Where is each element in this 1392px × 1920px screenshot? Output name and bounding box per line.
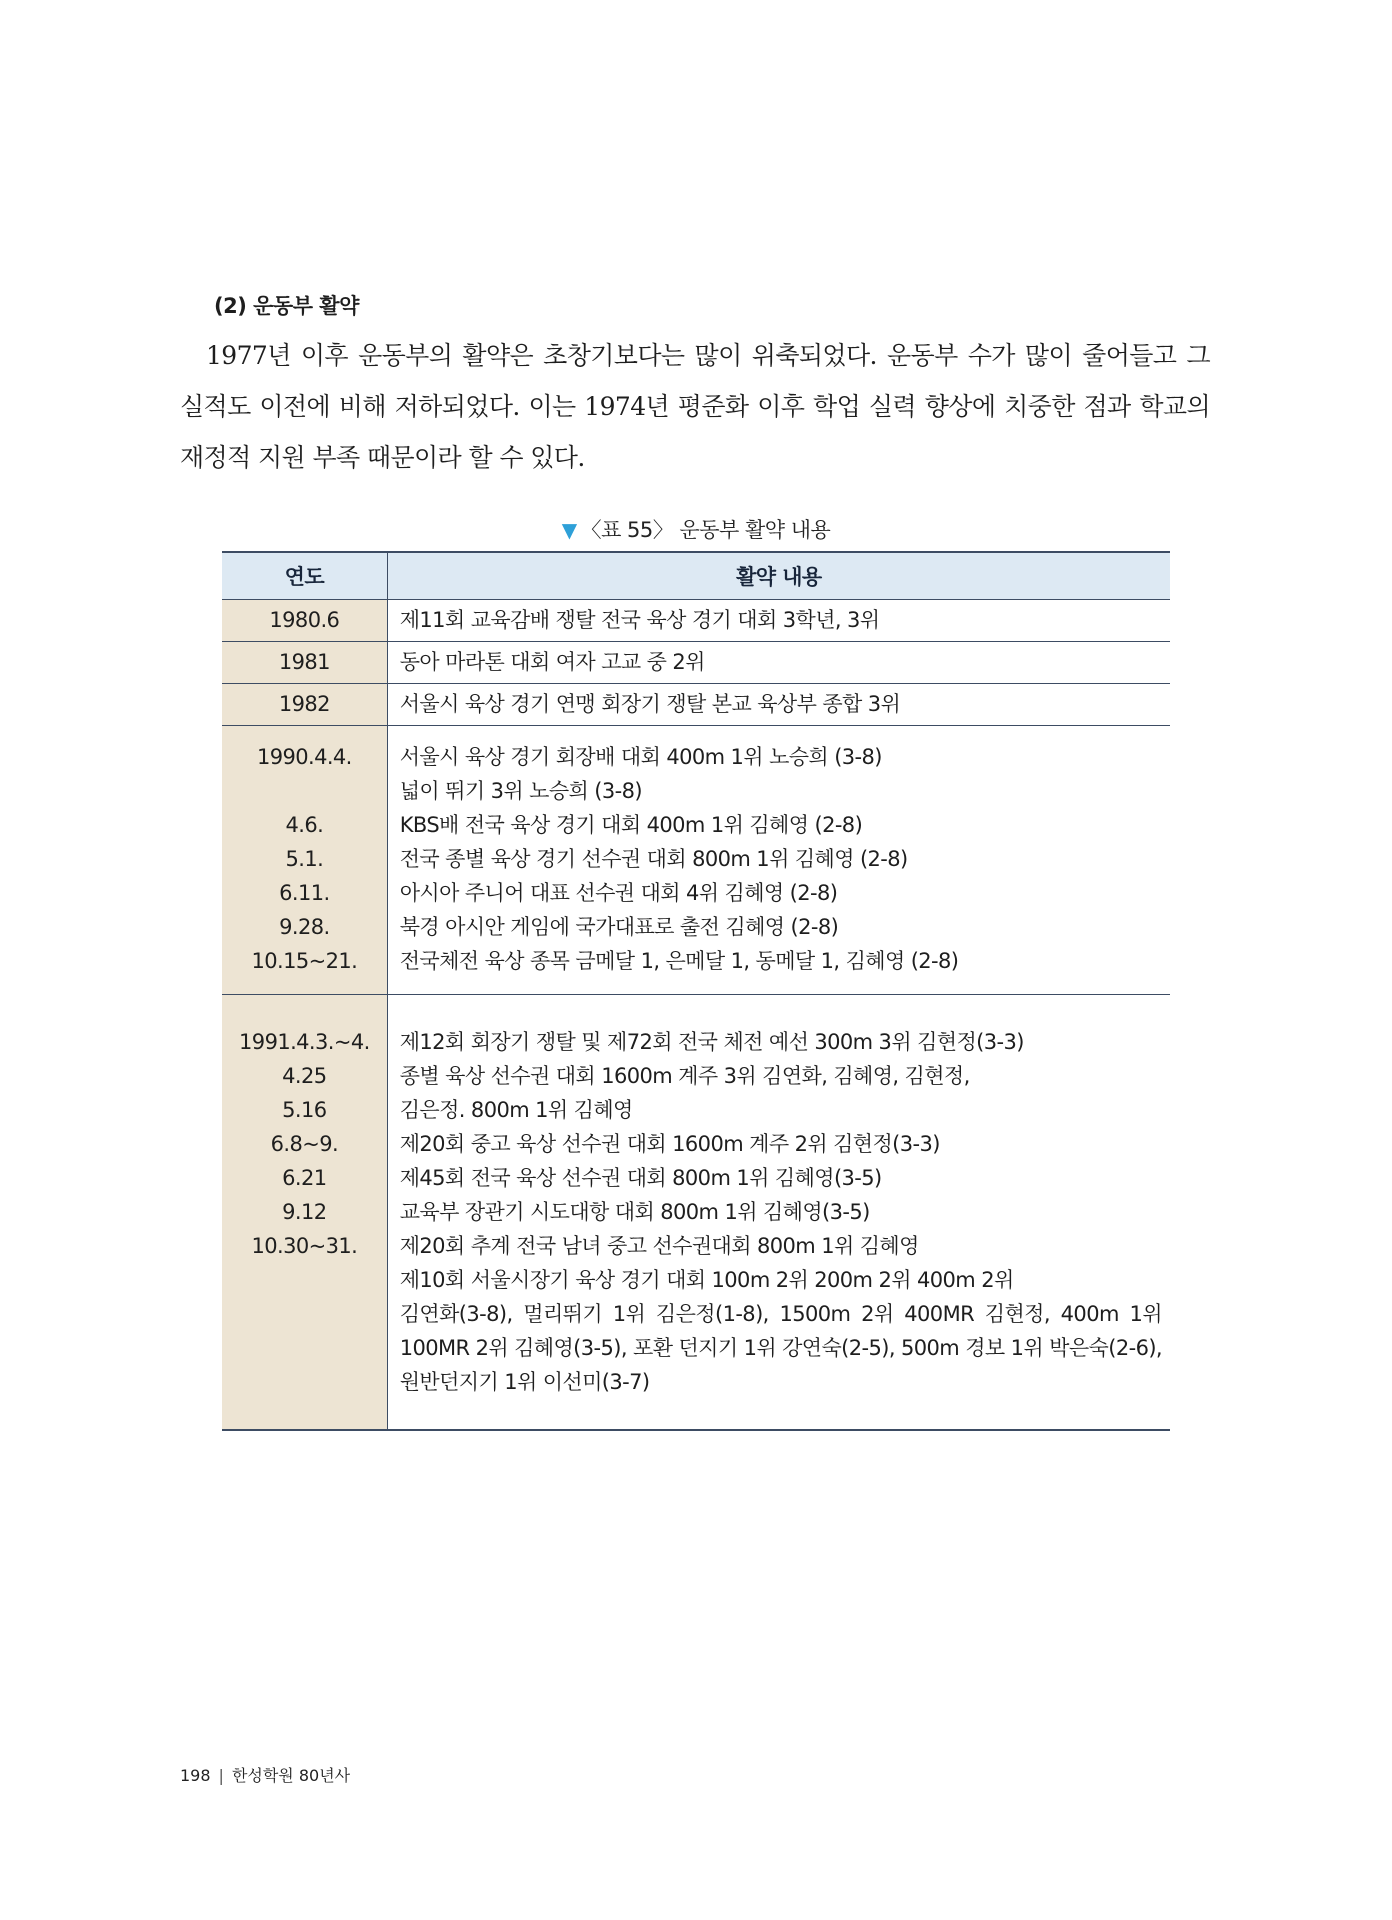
year-line: 1991.4.3.~4. bbox=[239, 1030, 370, 1054]
table-row bbox=[222, 642, 1170, 684]
paragraph-text: 1977년 이후 운동부의 활약은 초창기보다는 많이 위축되었다. 운동부 수가 많이 줄어들고 그 실적도 이전에 비해 저하되었다. 이는 1974년 평준화 이후 학업 실력 향상에 치중한 점과 학교의 재정적 지원 부족 때문이라 할 수 있다. bbox=[180, 341, 1210, 472]
year-line: 5.16 bbox=[282, 1098, 327, 1122]
year-line: 6.8~9. bbox=[270, 1132, 339, 1156]
caption-text: 〈표 55〉 운동부 활약 내용 bbox=[580, 518, 831, 542]
content-column-header: 활약 내용 bbox=[387, 552, 1170, 600]
table-caption bbox=[0, 514, 1392, 544]
year-line bbox=[223, 774, 386, 808]
content-line: 전국체전 육상 종목 금메달 1, 은메달 1, 동메달 1, 김혜영 (2-8) bbox=[399, 949, 959, 973]
table-header-row bbox=[222, 552, 1170, 600]
year-column-header: 연도 bbox=[222, 552, 387, 600]
content-line: 제20회 추계 전국 남녀 중고 선수권대회 800m 1위 김혜영 bbox=[399, 1234, 919, 1258]
content-cell bbox=[387, 995, 1170, 1431]
year-cell bbox=[222, 684, 387, 726]
content-line: 교육부 장관기 시도대항 대회 800m 1위 김혜영(3-5) bbox=[399, 1200, 870, 1224]
content-line: 북경 아시안 게임에 국가대표로 출전 김혜영 (2-8) bbox=[399, 915, 839, 939]
section-heading: (2) 운동부 활약 bbox=[214, 294, 359, 318]
footer-separator: | bbox=[218, 1766, 224, 1785]
page-number: 198 bbox=[180, 1766, 211, 1785]
content-cell bbox=[387, 600, 1170, 642]
content-cell bbox=[387, 684, 1170, 726]
year-line: 1982 bbox=[278, 692, 330, 716]
year-line: 9.28. bbox=[279, 915, 330, 939]
year-line: 6.11. bbox=[279, 881, 330, 905]
year-line: 1990.4.4. bbox=[256, 745, 352, 769]
content-line: 종별 육상 선수권 대회 1600m 계주 3위 김연화, 김혜영, 김현정, bbox=[399, 1064, 970, 1088]
content-line: 동아 마라톤 대회 여자 고교 중 2위 bbox=[399, 650, 705, 674]
content-line: 제45회 전국 육상 선수권 대회 800m 1위 김혜영(3-5) bbox=[399, 1166, 882, 1190]
year-cell bbox=[222, 600, 387, 642]
year-cell bbox=[222, 726, 387, 995]
page-footer bbox=[180, 1763, 350, 1786]
table-row bbox=[222, 600, 1170, 642]
caption-triangle-icon: ▼ bbox=[561, 518, 577, 542]
year-line: 1981 bbox=[278, 650, 330, 674]
table-row bbox=[222, 726, 1170, 995]
content-line: 아시아 주니어 대표 선수권 대회 4위 김혜영 (2-8) bbox=[399, 881, 838, 905]
activity-table bbox=[222, 551, 1170, 1431]
year-line: 5.1. bbox=[285, 847, 324, 871]
content-line: 원반던지기 1위 이선미(3-7) bbox=[399, 1370, 650, 1394]
body-paragraph bbox=[180, 330, 1210, 483]
year-line: 4.25 bbox=[282, 1064, 327, 1088]
content-line: 제11회 교육감배 쟁탈 전국 육상 경기 대회 3학년, 3위 bbox=[399, 608, 880, 632]
content-line: 서울시 육상 경기 연맹 회장기 쟁탈 본교 육상부 종합 3위 bbox=[399, 692, 901, 716]
year-line: 1980.6 bbox=[269, 608, 340, 632]
content-line: 전국 종별 육상 경기 선수권 대회 800m 1위 김혜영 (2-8) bbox=[399, 847, 908, 871]
content-line: 김연화(3-8), 멀리뛰기 1위 김은정(1-8), 1500m 2위 400MR 김현정, 400m 1위 bbox=[399, 1302, 1162, 1326]
content-cell bbox=[387, 726, 1170, 995]
table-row bbox=[222, 995, 1170, 1431]
year-cell bbox=[222, 642, 387, 684]
content-line: 제10회 서울시장기 육상 경기 대회 100m 2위 200m 2위 400m 2위 bbox=[399, 1268, 1014, 1292]
content-line: 제12회 회장기 쟁탈 및 제72회 전국 체전 예선 300m 3위 김현정(3-3) bbox=[399, 1030, 1024, 1054]
year-line: 4.6. bbox=[285, 813, 324, 837]
content-line: KBS배 전국 육상 경기 대회 400m 1위 김혜영 (2-8) bbox=[399, 813, 863, 837]
table-row bbox=[222, 684, 1170, 726]
content-line: 100MR 2위 김혜영(3-5), 포환 던지기 1위 강연숙(2-5), 500m 경보 1위 박은숙(2-6), bbox=[399, 1336, 1162, 1360]
content-cell bbox=[387, 642, 1170, 684]
content-line: 서울시 육상 경기 회장배 대회 400m 1위 노승희 (3-8) bbox=[399, 745, 882, 769]
book-title: 한성학원 80년사 bbox=[231, 1766, 351, 1785]
year-cell bbox=[222, 995, 387, 1431]
content-line: 제20회 중고 육상 선수권 대회 1600m 계주 2위 김현정(3-3) bbox=[399, 1132, 940, 1156]
year-line: 9.12 bbox=[282, 1200, 327, 1224]
year-line: 10.30~31. bbox=[251, 1234, 358, 1258]
year-line: 10.15~21. bbox=[251, 949, 358, 973]
year-line: 6.21 bbox=[282, 1166, 327, 1190]
content-line: 김은정. 800m 1위 김혜영 bbox=[399, 1098, 633, 1122]
content-line: 넓이 뛰기 3위 노승희 (3-8) bbox=[399, 779, 642, 803]
